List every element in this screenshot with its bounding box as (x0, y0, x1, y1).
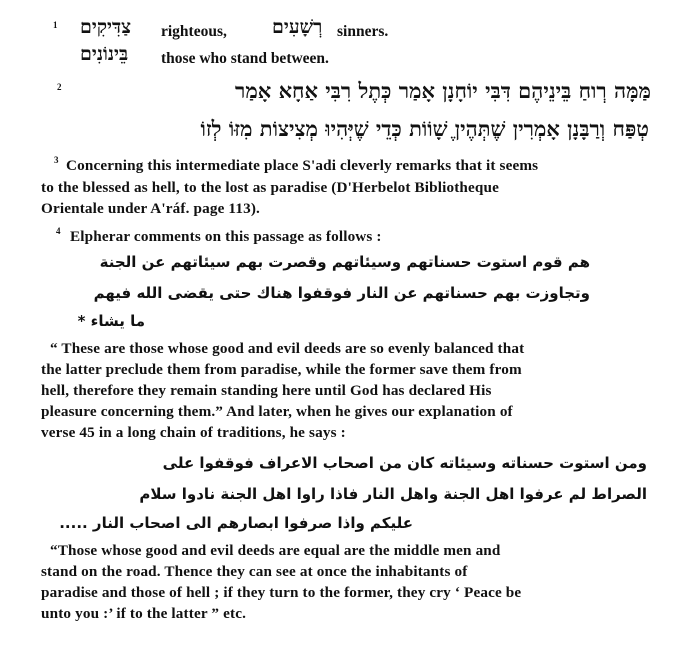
footnote-marker-3: 3 (54, 155, 59, 165)
quote2-line-2: stand on the road. Thence they can see at once the inhabitants of (41, 563, 468, 580)
arabic-passage-1-line-2: وتجاوزت بهم حسناتهم عن النار فوقفوا هناك حتى يقضى الله فيهم (93, 284, 590, 302)
quote1-line-3: hell, therefore they remain standing here until God has declared His (41, 382, 492, 399)
gloss-righteous: righteous, (161, 23, 227, 40)
gloss-between: those who stand between. (161, 50, 329, 67)
footnote-marker-1: 1 (53, 20, 58, 30)
quote2-line-1: “Those whose good and evil deeds are equal are the middle men and (50, 542, 501, 559)
quote1-line-5: verse 45 in a long chain of traditions, he says : (41, 424, 346, 441)
hebrew-quote-line-2: טְפַּח וְרַבָּנָן אָמְרִין שֶׁתְּהֶיןֶ שָׁוֹוֹת כְּדֵי שֶׁיְּהִיוּ מְצִיצוֹת מִזּוֹ לְזוֹ (200, 116, 649, 141)
footnote-marker-2: 2 (57, 82, 62, 92)
arabic-passage-1-line-3: ما يشاء * (77, 312, 145, 330)
quote2-line-4: unto you :’ if to the latter ” etc. (41, 605, 247, 622)
note3-line-3: Orientale under A'ráf. page 113). (41, 200, 260, 217)
quote2-line-3: paradise and those of hell ; if they turn to the former, they cry ‘ Peace be (41, 584, 522, 601)
footnote-marker-4: 4 (56, 226, 61, 236)
hebrew-quote-line-1: מַּמָּה רְוחַ בֵּינֵיהֶם דִּבִּי יוֹחָנָן אָמַר כְּתֶל רִבִּי אַחָא אָמַר (235, 78, 651, 103)
arabic-passage-2-line-2: الصراط لم عرفوا اهل الجنة واهل النار فاذا راوا اهل الجنة نادوا سلام (139, 485, 647, 503)
quote1-line-4: pleasure concerning them.” And later, when he gives our explanation of (41, 403, 513, 420)
quote1-line-1: “ These are those whose good and evil deeds are so evenly balanced that (50, 340, 525, 357)
note4-intro: Elpherar comments on this passage as follows : (70, 228, 382, 245)
quote1-line-2: the latter preclude them from paradise, while the former save them from (41, 361, 522, 378)
hebrew-sinners: רְשָׁעִים (272, 16, 323, 38)
note3-line-1: Concerning this intermediate place S'adi cleverly remarks that it seems (66, 157, 539, 174)
hebrew-righteous: צַדִּיקִים (80, 16, 132, 38)
arabic-passage-2-line-1: ومن استوت حسناته وسيئاته كان من اصحاب الاعراف فوقفوا على (162, 454, 647, 472)
gloss-sinners: sinners. (337, 23, 389, 40)
arabic-passage-1-line-1: هم قوم استوت حسناتهم وسيئاتهم وقصرت بهم سيئاتهم عن الجنة (99, 253, 590, 271)
note3-line-2: to the blessed as hell, to the lost as paradise (D'Herbelot Bibliotheque (41, 179, 499, 196)
hebrew-between: בֵּינוֹנִים (80, 43, 129, 65)
arabic-passage-2-line-3: عليكم واذا صرفوا ابصارهم الى اصحاب النار ..... (59, 514, 413, 532)
